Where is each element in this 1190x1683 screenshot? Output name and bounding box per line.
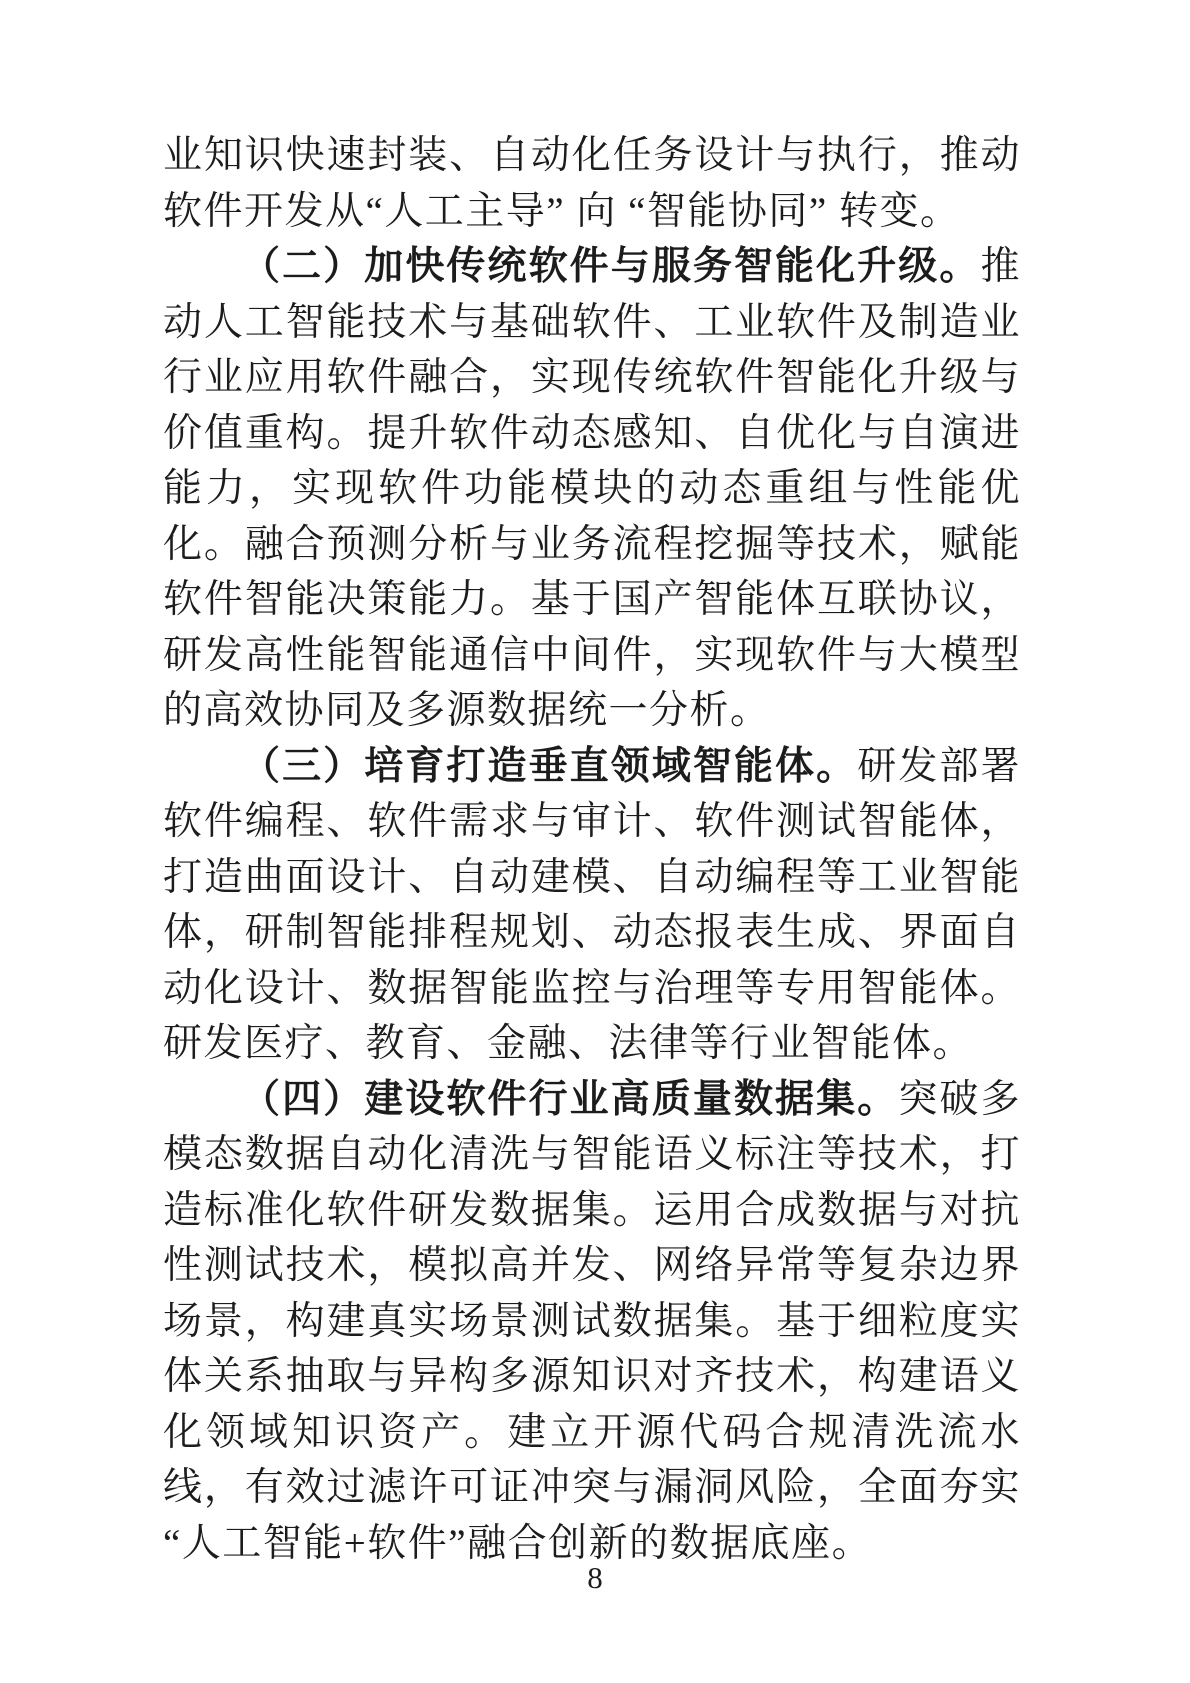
- paragraph-section-2: [163, 239, 1021, 739]
- paragraph-text: 研发部署软件编程、软件需求与审计、软件测试智能体，打造曲面设计、自动建模、自动编程等工业智能体，研制智能排程规划、动态报表生成、界面自动化设计、数据智能监控与治理等专用智能体。研发医疗、教育、金融、法律等行业智能体。: [163, 744, 1021, 1065]
- paragraph-section-4: [163, 1072, 1021, 1572]
- section-heading: （二）加快传统软件与服务智能化升级。: [241, 245, 981, 288]
- section-heading: （四）建设软件行业高质量数据集。: [241, 1077, 899, 1121]
- section-heading: （三）培育打造垂直领域智能体。: [241, 744, 858, 788]
- page-number: 8: [587, 1560, 603, 1595]
- document-body: [163, 128, 1021, 1571]
- paragraph-text: 突破多模态数据自动化清洗与智能语义标注等技术，打造标准化软件研发数据集。运用合成数据与对抗性测试技术，模拟高并发、网络异常等复杂边界场景，构建真实场景测试数据集。基于细粒度实体关系抽取与异构多源知识对齐技术，构建语义化领域知识资产。建立开源代码合规清洗流水线，有效过滤许可证冲突与漏洞风险，全面夯实“人工智能+软件”融合创新的数据底座。: [163, 1077, 1021, 1565]
- paragraph-section-3: [163, 739, 1021, 1072]
- paragraph-text: 业知识快速封装、自动化任务设计与执行，推动软件开发从“人工主导” 向 “智能协同” 转变。: [163, 134, 1021, 233]
- paragraph-continuation: [163, 128, 1021, 239]
- paragraph-text: 推动人工智能技术与基础软件、工业软件及制造业行业应用软件融合，实现传统软件智能化升级与价值重构。提升软件动态感知、自优化与自演进能力，实现软件功能模块的动态重组与性能优化。融合预测分析与业务流程挖掘等技术，赋能软件智能决策能力。基于国产智能体互联协议，研发高性能智能通信中间件，实现软件与大模型的高效协同及多源数据统一分析。: [163, 245, 1021, 732]
